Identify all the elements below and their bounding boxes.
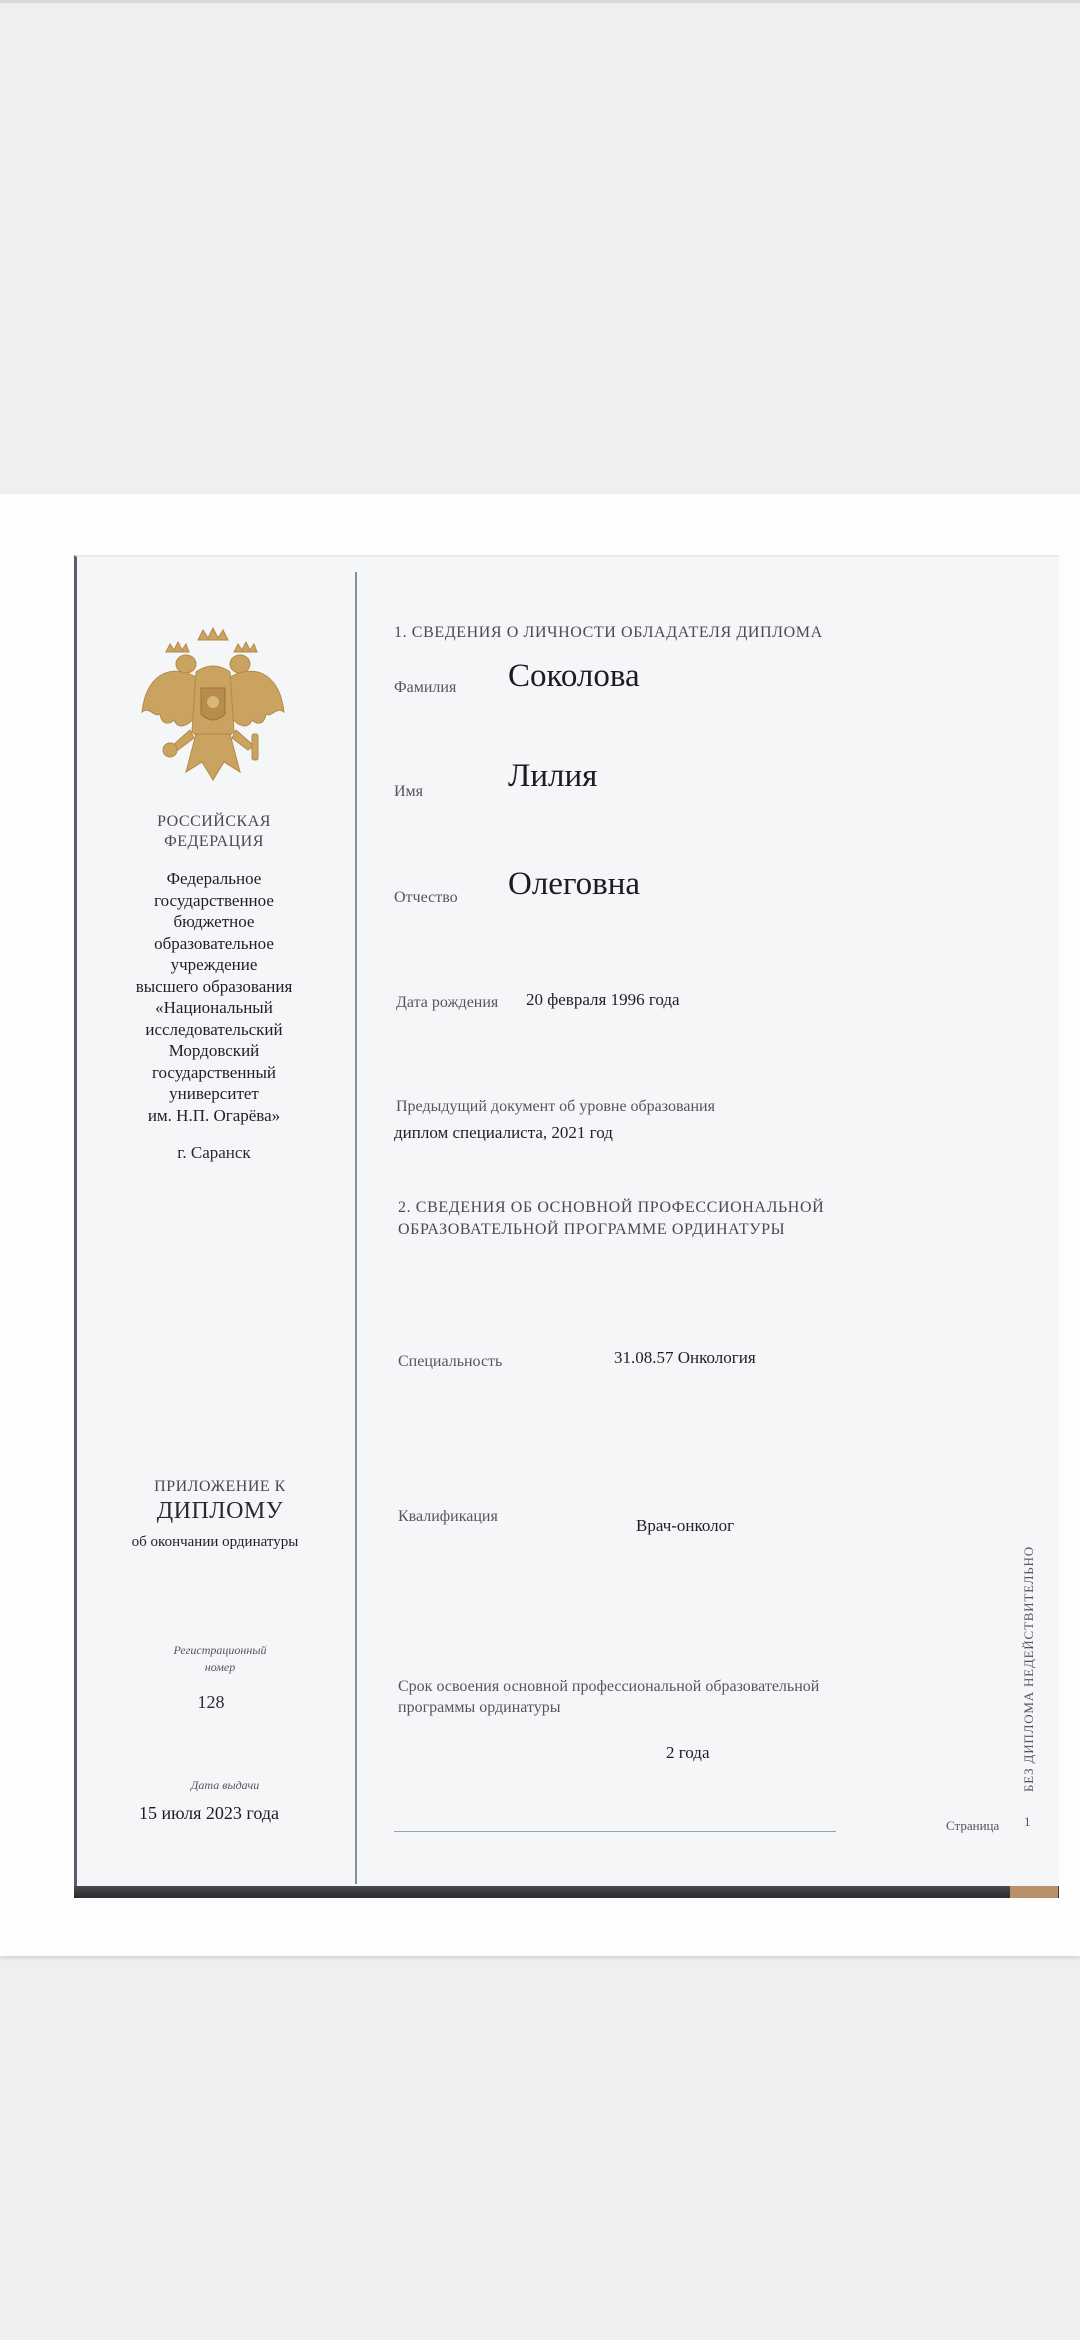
patronymic-label: Отчество [394, 889, 458, 906]
institution-line: государственный [151, 1062, 277, 1082]
name-value: Лилия [508, 758, 598, 794]
institution-line: университет [169, 1084, 259, 1103]
qualification-value: Врач-онколог [636, 1516, 735, 1535]
vertical-note: БЕЗ ДИПЛОМА НЕДЕЙСТВИТЕЛЬНО [1021, 1546, 1036, 1792]
surname-value: Соколова [508, 658, 640, 694]
appendix-line-1: ПРИЛОЖЕНИЕ К [154, 1478, 286, 1495]
term-label [398, 1676, 819, 1718]
institution-line: учреждение [170, 955, 258, 974]
institution-line: им. Н.П. Огарёва» [147, 1105, 281, 1125]
surname-label: Фамилия [394, 679, 457, 696]
term-label-line-2: программы ординатуры [398, 1699, 561, 1716]
dob-value: 20 февраля 1996 года [526, 990, 680, 1009]
reg-number: 128 [197, 1692, 225, 1712]
section-1-heading: 1. СВЕДЕНИЯ О ЛИЧНОСТИ ОБЛАДАТЕЛЯ ДИПЛОМА [394, 624, 823, 641]
issue-date: 15 июля 2023 года [139, 1803, 279, 1823]
section-2-heading-line-1: 2. СВЕДЕНИЯ ОБ ОСНОВНОЙ ПРОФЕССИОНАЛЬНОЙ [398, 1199, 825, 1216]
prev-doc-label: Предыдущий документ об уровне образования [396, 1098, 715, 1115]
page-label: Страница [946, 1818, 1000, 1833]
institution-name [100, 868, 328, 1126]
institution-line: образовательное [154, 933, 274, 953]
country-line-2: ФЕДЕРАЦИЯ [164, 833, 264, 850]
issue-date-label: Дата выдачи [190, 1778, 260, 1792]
term-label-line-1: Срок освоения основной профессиональной образовательной [398, 1678, 820, 1695]
specialty-label: Специальность [398, 1353, 503, 1370]
signature-line [394, 1831, 836, 1832]
specialty-value: 31.08.57 Онкология [614, 1348, 756, 1367]
sheet-bottom-edge [74, 1886, 1059, 1898]
section-2-heading-line-2: ОБРАЗОВАТЕЛЬНОЙ ПРОГРАММЕ ОРДИНАТУРЫ [398, 1221, 786, 1238]
double-headed-eagle-emblem-icon [138, 622, 288, 784]
name-label: Имя [394, 783, 424, 800]
section-2-heading [398, 1197, 824, 1241]
reg-label-line-1: Регистрационный [173, 1643, 267, 1657]
term-value: 2 года [666, 1743, 710, 1762]
reg-label-line-2: номер [204, 1660, 236, 1674]
institution-line: исследовательский [145, 1019, 283, 1039]
institution-line: бюджетное [173, 912, 255, 931]
appendix-subtitle: об окончании ординатуры [131, 1534, 299, 1550]
status-bar-strip [0, 0, 1080, 3]
prev-doc-value: диплом специалиста, 2021 год [394, 1123, 613, 1142]
institution-line: Федеральное [166, 869, 262, 888]
qualification-label: Квалификация [398, 1508, 498, 1525]
reg-number-label [100, 1642, 340, 1676]
institution-line: государственное [154, 890, 274, 910]
dob-label: Дата рождения [396, 994, 499, 1011]
institution-line: Мордовский [168, 1041, 260, 1060]
institution-line: высшего образования [135, 976, 293, 996]
country-line-1: РОССИЙСКАЯ [157, 813, 271, 830]
appendix-title: ДИПЛОМУ [156, 1498, 284, 1524]
page-number: 1 [1024, 1814, 1031, 1829]
institution-line: «Национальный [155, 998, 273, 1017]
country-name [100, 812, 328, 852]
patronymic-value: Олеговна [508, 866, 641, 902]
column-divider [355, 572, 357, 1884]
city: г. Саранск [177, 1143, 251, 1162]
table-edge [1010, 1886, 1058, 1898]
